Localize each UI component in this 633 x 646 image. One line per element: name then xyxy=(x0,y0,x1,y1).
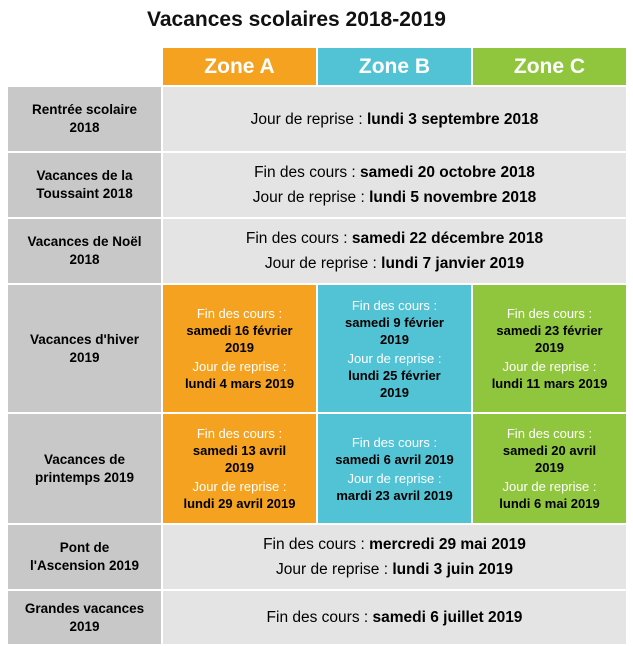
resume-value: 2019 xyxy=(380,384,409,400)
date-key: Jour de reprise : xyxy=(252,189,370,206)
date-line xyxy=(163,251,626,276)
end-key: Fin des cours : xyxy=(351,434,438,450)
date-value: lundi 3 septembre 2018 xyxy=(366,110,539,128)
date-value: samedi 22 décembre 2018 xyxy=(351,230,544,247)
row-label-line: 2018 xyxy=(69,120,100,135)
end-value: 2019 xyxy=(535,340,564,355)
date-key: Jour de reprise : xyxy=(264,255,382,272)
end-value: samedi 20 avril xyxy=(502,443,597,458)
date-key: Fin des cours : xyxy=(245,230,352,247)
row-label-line: Vacances de Noël xyxy=(27,234,142,249)
zone-dates-cell xyxy=(163,414,316,523)
date-line xyxy=(163,160,626,185)
end-value: 2019 xyxy=(535,460,564,475)
date-value: samedi 6 juillet 2019 xyxy=(372,609,523,626)
resume-value: lundi 29 avril 2019 xyxy=(183,496,296,511)
end-value: samedi 9 février xyxy=(344,314,444,330)
row-label-line: printemps 2019 xyxy=(34,469,135,485)
table-row xyxy=(8,414,626,523)
table-row xyxy=(8,285,626,412)
row-label-line: Toussaint 2018 xyxy=(36,186,133,201)
end-value: samedi 6 avril 2019 xyxy=(335,451,454,467)
row-label xyxy=(8,219,161,283)
end-key: Fin des cours : xyxy=(196,426,283,441)
end-key: Fin des cours : xyxy=(506,426,593,441)
resume-key: Jour de reprise : xyxy=(502,359,597,374)
resume-value: lundi 4 mars 2019 xyxy=(184,376,295,391)
row-label-line: Grandes vacances xyxy=(24,600,145,616)
date-line xyxy=(163,185,626,210)
row-label-line: 2018 xyxy=(69,252,100,267)
header-empty-cell xyxy=(8,48,161,85)
resume-key: Jour de reprise : xyxy=(347,470,442,486)
date-line xyxy=(163,226,626,251)
row-label-line: Vacances d'hiver xyxy=(29,331,140,347)
zone-dates-cell xyxy=(318,285,471,412)
date-line xyxy=(163,532,626,557)
resume-key: Jour de reprise : xyxy=(192,479,287,494)
end-value: 2019 xyxy=(225,460,254,475)
zone-dates-cell xyxy=(473,285,626,412)
end-value: samedi 16 février xyxy=(186,323,293,338)
merged-dates-cell xyxy=(163,219,626,283)
end-key: Fin des cours : xyxy=(506,306,593,321)
zone-b-header: Zone B xyxy=(318,48,471,85)
date-key: Fin des cours : xyxy=(266,609,373,626)
date-line xyxy=(163,557,626,582)
resume-key: Jour de reprise : xyxy=(502,479,597,494)
zone-dates-cell xyxy=(473,414,626,523)
date-line xyxy=(163,107,626,132)
table-row xyxy=(8,591,626,644)
row-label xyxy=(8,153,161,217)
zone-c-header: Zone C xyxy=(473,48,626,85)
merged-dates-cell xyxy=(163,153,626,217)
merged-dates-cell xyxy=(163,591,626,644)
row-label xyxy=(8,525,161,589)
row-label-line: 2019 xyxy=(69,349,100,365)
resume-value: mardi 23 avril 2019 xyxy=(336,487,453,503)
resume-value: lundi 6 mai 2019 xyxy=(499,496,600,511)
zone-dates-cell xyxy=(163,285,316,412)
table-row xyxy=(8,219,626,283)
end-value: 2019 xyxy=(380,331,409,347)
page-title xyxy=(0,8,633,32)
merged-dates-cell xyxy=(163,525,626,589)
end-value: 2019 xyxy=(225,340,254,355)
end-value: samedi 13 avril xyxy=(192,443,287,458)
date-value: lundi 5 novembre 2018 xyxy=(369,189,537,206)
end-value: samedi 23 février xyxy=(496,323,603,338)
resume-value: lundi 25 février xyxy=(348,367,441,383)
zone-dates-cell xyxy=(318,414,471,523)
date-value: lundi 7 janvier 2019 xyxy=(381,255,525,272)
row-label xyxy=(8,591,161,644)
date-key: Jour de reprise : xyxy=(250,110,367,128)
zone-a-header: Zone A xyxy=(163,48,316,85)
date-value: mercredi 29 mai 2019 xyxy=(369,536,526,553)
date-key: Fin des cours : xyxy=(263,536,370,553)
holiday-table-body xyxy=(8,48,626,644)
row-label-line: Rentrée scolaire xyxy=(31,102,138,117)
page-title-text: Vacances scolaires 2018-2019 xyxy=(147,8,446,31)
resume-key: Jour de reprise : xyxy=(192,359,287,374)
table-row xyxy=(8,525,626,589)
zone-header-row xyxy=(8,48,626,85)
row-label xyxy=(8,285,161,412)
end-key: Fin des cours : xyxy=(351,297,438,313)
date-value: lundi 3 juin 2019 xyxy=(392,561,513,578)
row-label-line: Pont de xyxy=(59,540,110,555)
end-key: Fin des cours : xyxy=(196,306,283,321)
row-label xyxy=(8,87,161,151)
row-label-line: Vacances de xyxy=(43,451,126,467)
row-label xyxy=(8,414,161,523)
date-key: Fin des cours : xyxy=(254,164,361,181)
resume-value: lundi 11 mars 2019 xyxy=(491,376,608,391)
date-line xyxy=(163,605,626,630)
date-key: Jour de reprise : xyxy=(276,561,393,578)
table-row xyxy=(8,153,626,217)
holiday-table xyxy=(6,46,628,646)
merged-dates-cell xyxy=(163,87,626,151)
row-label-line: Vacances de la xyxy=(36,168,133,183)
row-label-line: 2019 xyxy=(69,618,100,634)
resume-key: Jour de reprise : xyxy=(347,350,442,366)
table-row xyxy=(8,87,626,151)
date-value: samedi 20 octobre 2018 xyxy=(360,164,535,181)
row-label-line: l'Ascension 2019 xyxy=(29,558,139,573)
